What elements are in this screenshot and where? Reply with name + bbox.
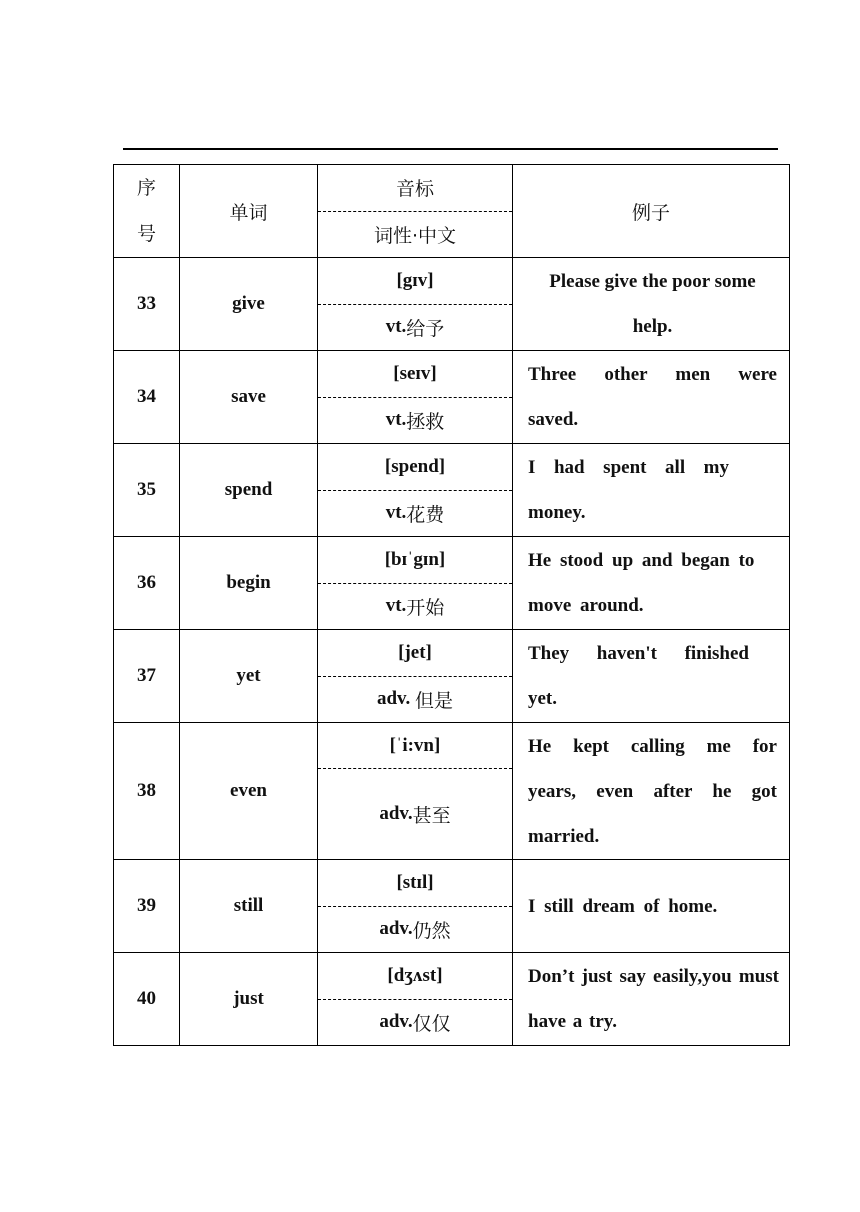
- row-example-cell: [513, 630, 790, 723]
- header-index-line1: 序: [136, 177, 156, 199]
- row-phonetic: [stɪl]: [318, 860, 512, 907]
- row-pos-meaning: [318, 584, 512, 630]
- row-example: Don’t just say easily,you must have a try.: [528, 966, 779, 1032]
- row-example: They haven't finished yet.: [528, 643, 749, 709]
- row-word: spend: [180, 444, 318, 537]
- row-phonetic-cell: [318, 258, 513, 351]
- vocabulary-table: [113, 164, 790, 1046]
- row-example: I had spent all my money.: [528, 457, 729, 523]
- header-index-line2: 号: [136, 223, 156, 245]
- row-meaning: 仅仅: [412, 1012, 451, 1035]
- row-word: yet: [180, 630, 318, 723]
- row-pos: adv.: [379, 1011, 413, 1033]
- row-phonetic: [gɪv]: [318, 258, 512, 305]
- row-phonetic-cell: [318, 537, 513, 630]
- table-row: [114, 630, 790, 723]
- header-phonetic-cell: [318, 165, 513, 258]
- row-example-cell: [513, 537, 790, 630]
- row-meaning: 仍然: [412, 919, 451, 942]
- row-pos: vt.: [385, 409, 407, 431]
- row-meaning: 甚至: [412, 804, 451, 827]
- row-pos-meaning: [318, 491, 512, 537]
- row-word: give: [180, 258, 318, 351]
- header-index: [114, 165, 180, 258]
- row-pos: vt.: [385, 316, 407, 338]
- header-word: 单词: [180, 165, 318, 258]
- row-index: 38: [114, 723, 180, 860]
- row-example: He stood up and began to move around.: [528, 550, 755, 616]
- table-row: [114, 860, 790, 953]
- row-pos-meaning: [318, 1000, 512, 1046]
- header-pos-meaning: 词性·中文: [373, 224, 457, 247]
- row-meaning: 开始: [406, 596, 445, 619]
- row-meaning: 花费: [406, 503, 445, 526]
- row-pos: adv.: [379, 803, 413, 824]
- row-phonetic: [bɪˈgɪn]: [318, 537, 512, 584]
- row-example-cell: [513, 953, 790, 1046]
- row-pos: adv.: [379, 918, 413, 940]
- row-example: Please give the poor some help.: [549, 271, 756, 337]
- header-phonetic: 音标: [318, 165, 512, 212]
- row-word: still: [180, 860, 318, 953]
- header-example: 例子: [513, 165, 790, 258]
- row-phonetic: [dʒʌst]: [318, 953, 512, 1000]
- row-phonetic-cell: [318, 953, 513, 1046]
- row-phonetic: [jet]: [318, 630, 512, 677]
- row-example: Three other men were saved.: [528, 364, 777, 430]
- row-example-cell: [513, 723, 790, 860]
- row-example: I still dream of home.: [528, 895, 718, 917]
- row-word: save: [180, 351, 318, 444]
- row-word: begin: [180, 537, 318, 630]
- row-phonetic-cell: [318, 630, 513, 723]
- row-index: 34: [114, 351, 180, 444]
- row-pos: adv.: [376, 688, 415, 710]
- row-index: 35: [114, 444, 180, 537]
- table-row: [114, 444, 790, 537]
- row-pos-meaning: [318, 677, 512, 723]
- row-example-cell: [513, 444, 790, 537]
- row-word: even: [180, 723, 318, 860]
- row-index: 39: [114, 860, 180, 953]
- row-example-cell: [513, 351, 790, 444]
- row-meaning: 拯救: [406, 410, 445, 433]
- table-row: [114, 258, 790, 351]
- row-example-cell: [513, 860, 790, 953]
- row-phonetic-cell: [318, 723, 513, 860]
- row-pos-meaning: [318, 907, 512, 953]
- table-header-row: [114, 165, 790, 258]
- row-phonetic-cell: [318, 351, 513, 444]
- row-pos-meaning: [318, 769, 512, 859]
- top-rule: [123, 148, 778, 150]
- row-pos-meaning: [318, 398, 512, 444]
- table-row: [114, 351, 790, 444]
- row-example: He kept calling me for years, even after he got married.: [528, 735, 777, 847]
- row-phonetic-cell: [318, 860, 513, 953]
- row-pos: vt.: [385, 502, 407, 524]
- row-index: 37: [114, 630, 180, 723]
- row-meaning: 但是: [415, 689, 454, 712]
- row-phonetic: [spend]: [318, 444, 512, 491]
- row-meaning: 给予: [406, 317, 445, 340]
- row-phonetic: [ˈi:vn]: [318, 723, 512, 769]
- row-example-cell: [513, 258, 790, 351]
- table-row: [114, 723, 790, 860]
- row-pos: vt.: [385, 595, 407, 617]
- row-pos-meaning: [318, 305, 512, 351]
- row-phonetic: [seɪv]: [318, 351, 512, 398]
- row-phonetic-cell: [318, 444, 513, 537]
- table-row: [114, 537, 790, 630]
- row-word: just: [180, 953, 318, 1046]
- row-index: 40: [114, 953, 180, 1046]
- row-index: 36: [114, 537, 180, 630]
- row-index: 33: [114, 258, 180, 351]
- table-row: [114, 953, 790, 1046]
